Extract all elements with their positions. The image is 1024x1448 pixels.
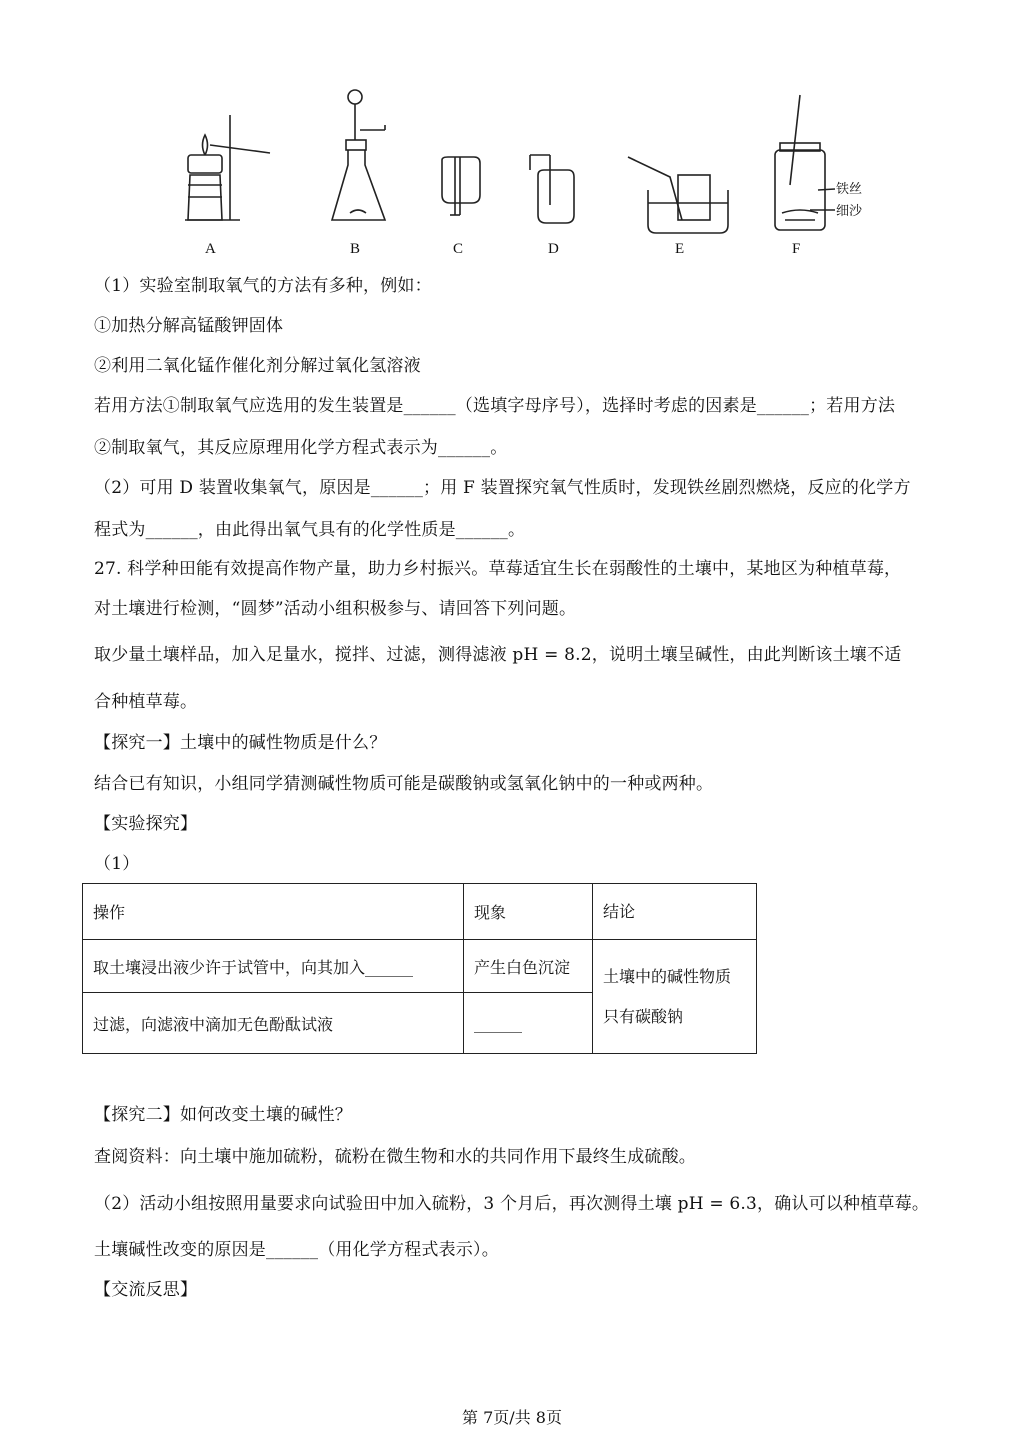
- apparatus-e: [628, 157, 728, 233]
- label-f: F: [792, 241, 801, 257]
- experiment-table: [82, 883, 757, 1054]
- page-footer: 第 7页/共 8页: [462, 1408, 562, 1427]
- apparatus-drawing: [150, 85, 880, 260]
- apparatus-figure: [150, 85, 880, 260]
- sample-text-a: 取少量土壤样品，加入足量水，搅拌、过滤，测得滤液 pH = 8.2，说明土壤呈碱性，由此判断该土壤不适: [94, 645, 902, 665]
- q1-text-a: 若用方法①制取氧气应选用的发生装置是______（选填字母序号），选择时考虑的因素是______；若用方法: [94, 396, 896, 416]
- q2-text-b: 程式为______，由此得出氧气具有的化学性质是______。: [94, 520, 526, 540]
- apparatus-b: [332, 90, 385, 220]
- apparatus-f: [775, 95, 835, 230]
- apparatus-c: [442, 157, 480, 215]
- q2-text-a: （2）可用 D 装置收集氧气，原因是______；用 F 装置探究氧气性质时，发现铁丝剧烈燃烧，反应的化学方: [94, 478, 911, 498]
- row2-operation: 过滤，向滤液中滴加无色酚酞试液: [83, 993, 464, 1054]
- table-row: [83, 940, 757, 993]
- experiment-heading: 【实验探究】: [94, 814, 198, 834]
- row2-phenomenon: ______: [464, 993, 593, 1054]
- q2b-text-b: 土壤碱性改变的原因是______（用化学方程式表示）。: [94, 1240, 499, 1260]
- guess-text: 结合已有知识，小组同学猜测碱性物质可能是碳酸钠或氢氧化钠中的一种或两种。: [94, 774, 714, 794]
- sample-text-b: 合种植草莓。: [94, 692, 198, 712]
- sub-question-1: （1）: [94, 854, 140, 874]
- q2b-text-a: （2）活动小组按照用量要求向试验田中加入硫粉，3 个月后，再次测得土壤 pH = 6.3，确认可以种植草莓。: [94, 1194, 930, 1214]
- label-b: B: [350, 241, 361, 257]
- label-d: D: [548, 241, 559, 257]
- explore-1-heading: 【探究一】土壤中的碱性物质是什么？: [94, 733, 387, 753]
- table-header-row: [83, 884, 757, 940]
- reflection-heading: 【交流反思】: [94, 1280, 198, 1300]
- conclusion-line-2: 只有碳酸钠: [603, 1006, 684, 1026]
- q27-text-b: 对土壤进行检测，“圆梦”活动小组积极参与、请回答下列问题。: [94, 599, 577, 619]
- q1-text-b: ②制取氧气，其反应原理用化学方程式表示为______。: [94, 438, 508, 458]
- header-conclusion: 结论: [593, 884, 757, 940]
- method-1: ①加热分解高锰酸钾固体: [94, 316, 284, 336]
- reference-text: 查阅资料：向土壤中施加硫粉，硫粉在微生物和水的共同作用下最终生成硫酸。: [94, 1147, 696, 1167]
- header-operation: 操作: [83, 884, 464, 940]
- conclusion-line-1: 土壤中的碱性物质: [603, 966, 732, 986]
- row1-phenomenon: 产生白色沉淀: [464, 940, 593, 993]
- apparatus-d: [530, 155, 574, 223]
- label-iron-wire: 铁丝: [836, 181, 863, 196]
- explore-2-heading: 【探究二】如何改变土壤的碱性？: [94, 1105, 352, 1125]
- method-2: ②利用二氧化锰作催化剂分解过氧化氢溶液: [94, 356, 421, 376]
- q27-text-a: 27. 科学种田能有效提高作物产量，助力乡村振兴。草莓适宜生长在弱酸性的土壤中，某地区为种植草莓，: [94, 559, 902, 579]
- label-a: A: [205, 241, 216, 257]
- apparatus-a: [185, 115, 270, 220]
- conclusion-cell: [593, 940, 757, 1054]
- label-e: E: [675, 241, 685, 257]
- q1-intro: （1）实验室制取氧气的方法有多种，例如：: [94, 276, 432, 296]
- row1-operation: 取土壤浸出液少许于试管中，向其加入______: [83, 940, 464, 993]
- label-c: C: [453, 241, 464, 257]
- label-fine-sand: 细沙: [836, 203, 863, 218]
- header-phenomenon: 现象: [464, 884, 593, 940]
